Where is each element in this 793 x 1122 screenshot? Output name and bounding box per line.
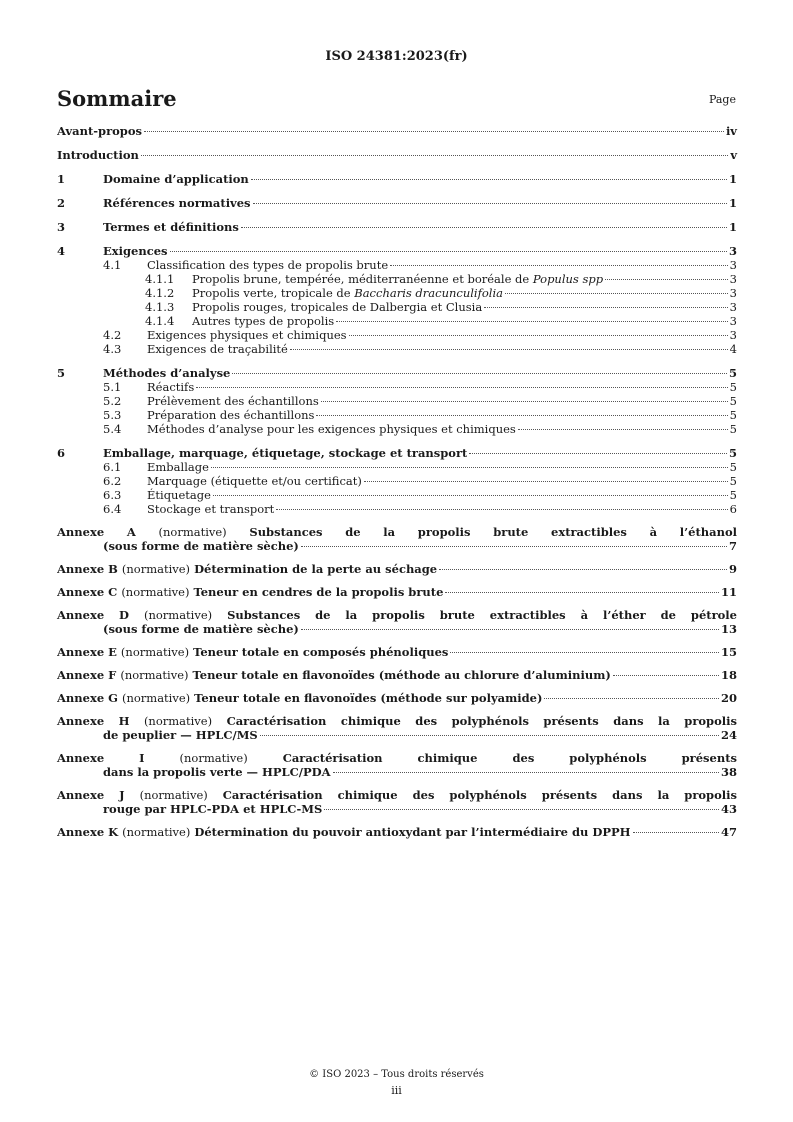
table-of-contents bbox=[57, 124, 737, 839]
page-column-label: Page bbox=[708, 93, 736, 106]
toc-entry-1[interactable]: 1 Domaine d’application 1 bbox=[57, 172, 737, 186]
page-title: Sommaire bbox=[57, 86, 177, 111]
toc-entry-4[interactable]: 4 Exigences 3 bbox=[57, 244, 737, 258]
toc-entry-5-3[interactable]: 5.3 Préparation des échantillons 5 bbox=[103, 408, 737, 422]
copyright-notice: © ISO 2023 – Tous droits réservés bbox=[309, 1069, 484, 1080]
toc-entry-annexe-h[interactable]: Annexe H (normative) Caractérisation chimique des polyphénols présents dans la propolis de peuplier — HPLC/MS 24 bbox=[57, 714, 737, 742]
toc-entry-4-1[interactable]: 4.1 Classification des types de propolis brute 3 bbox=[103, 258, 737, 272]
toc-entry-4-1-1[interactable]: 4.1.1 Propolis brune, tempérée, méditerranéenne et boréale de Populus spp 3 bbox=[145, 272, 737, 286]
toc-entry-2[interactable]: 2 Références normatives 1 bbox=[57, 196, 737, 210]
toc-entry-5-1[interactable]: 5.1 Réactifs 5 bbox=[103, 380, 737, 394]
toc-entry-4-1-4[interactable]: 4.1.4 Autres types de propolis 3 bbox=[145, 314, 737, 328]
toc-entry-5-4[interactable]: 5.4 Méthodes d’analyse pour les exigences physiques et chimiques 5 bbox=[103, 422, 737, 436]
toc-entry-avant-propos[interactable]: Avant-propos iv bbox=[57, 124, 737, 138]
toc-entry-4-3[interactable]: 4.3 Exigences de traçabilité 4 bbox=[103, 342, 737, 356]
toc-entry-6-4[interactable]: 6.4 Stockage et transport 6 bbox=[103, 502, 737, 516]
toc-entry-6[interactable]: 6 Emballage, marquage, étiquetage, stockage et transport 5 bbox=[57, 446, 737, 460]
toc-entry-annexe-a[interactable]: Annexe A (normative) Substances de la propolis brute extractibles à l’éthanol (sous forme de matière sèche) 7 bbox=[57, 525, 737, 553]
toc-entry-4-1-2[interactable]: 4.1.2 Propolis verte, tropicale de Baccharis dracunculifolia 3 bbox=[145, 286, 737, 300]
toc-entry-annexe-c[interactable]: Annexe C (normative) Teneur en cendres de la propolis brute 11 bbox=[57, 585, 737, 599]
toc-entry-annexe-f[interactable]: Annexe F (normative) Teneur totale en flavonoïdes (méthode au chlorure d’aluminium) 18 bbox=[57, 668, 737, 682]
toc-entry-introduction[interactable]: Introduction v bbox=[57, 148, 737, 162]
toc-entry-annexe-b[interactable]: Annexe B (normative) Détermination de la perte au séchage 9 bbox=[57, 562, 737, 576]
toc-entry-annexe-k[interactable]: Annexe K (normative) Détermination du pouvoir antioxydant par l’intermédiaire du DPPH 47 bbox=[57, 825, 737, 839]
toc-entry-5-2[interactable]: 5.2 Prélèvement des échantillons 5 bbox=[103, 394, 737, 408]
page-number: iii bbox=[391, 1084, 402, 1097]
toc-entry-6-3[interactable]: 6.3 Étiquetage 5 bbox=[103, 488, 737, 502]
toc-entry-3[interactable]: 3 Termes et définitions 1 bbox=[57, 220, 737, 234]
toc-entry-6-1[interactable]: 6.1 Emballage 5 bbox=[103, 460, 737, 474]
toc-entry-4-2[interactable]: 4.2 Exigences physiques et chimiques 3 bbox=[103, 328, 737, 342]
page-footer bbox=[0, 1069, 793, 1097]
toc-entry-4-1-3[interactable]: 4.1.3 Propolis rouges, tropicales de Dalbergia et Clusia 3 bbox=[145, 300, 737, 314]
document-header: ISO 24381:2023(fr) bbox=[325, 49, 468, 64]
toc-entry-annexe-e[interactable]: Annexe E (normative) Teneur totale en composés phénoliques 15 bbox=[57, 645, 737, 659]
toc-entry-5[interactable]: 5 Méthodes d’analyse 5 bbox=[57, 366, 737, 380]
toc-entry-annexe-j[interactable]: Annexe J (normative) Caractérisation chimique des polyphénols présents dans la propolis rouge par HPLC-PDA et HPLC-MS 43 bbox=[57, 788, 737, 816]
toc-entry-annexe-i[interactable]: Annexe I (normative) Caractérisation chimique des polyphénols présents dans la propolis verte — HPLC/PDA 38 bbox=[57, 751, 737, 779]
toc-entry-annexe-d[interactable]: Annexe D (normative) Substances de la propolis brute extractibles à l’éther de pétrole (sous forme de matière sèche) 13 bbox=[57, 608, 737, 636]
toc-entry-annexe-g[interactable]: Annexe G (normative) Teneur totale en flavonoïdes (méthode sur polyamide) 20 bbox=[57, 691, 737, 705]
toc-entry-6-2[interactable]: 6.2 Marquage (étiquette et/ou certificat) 5 bbox=[103, 474, 737, 488]
